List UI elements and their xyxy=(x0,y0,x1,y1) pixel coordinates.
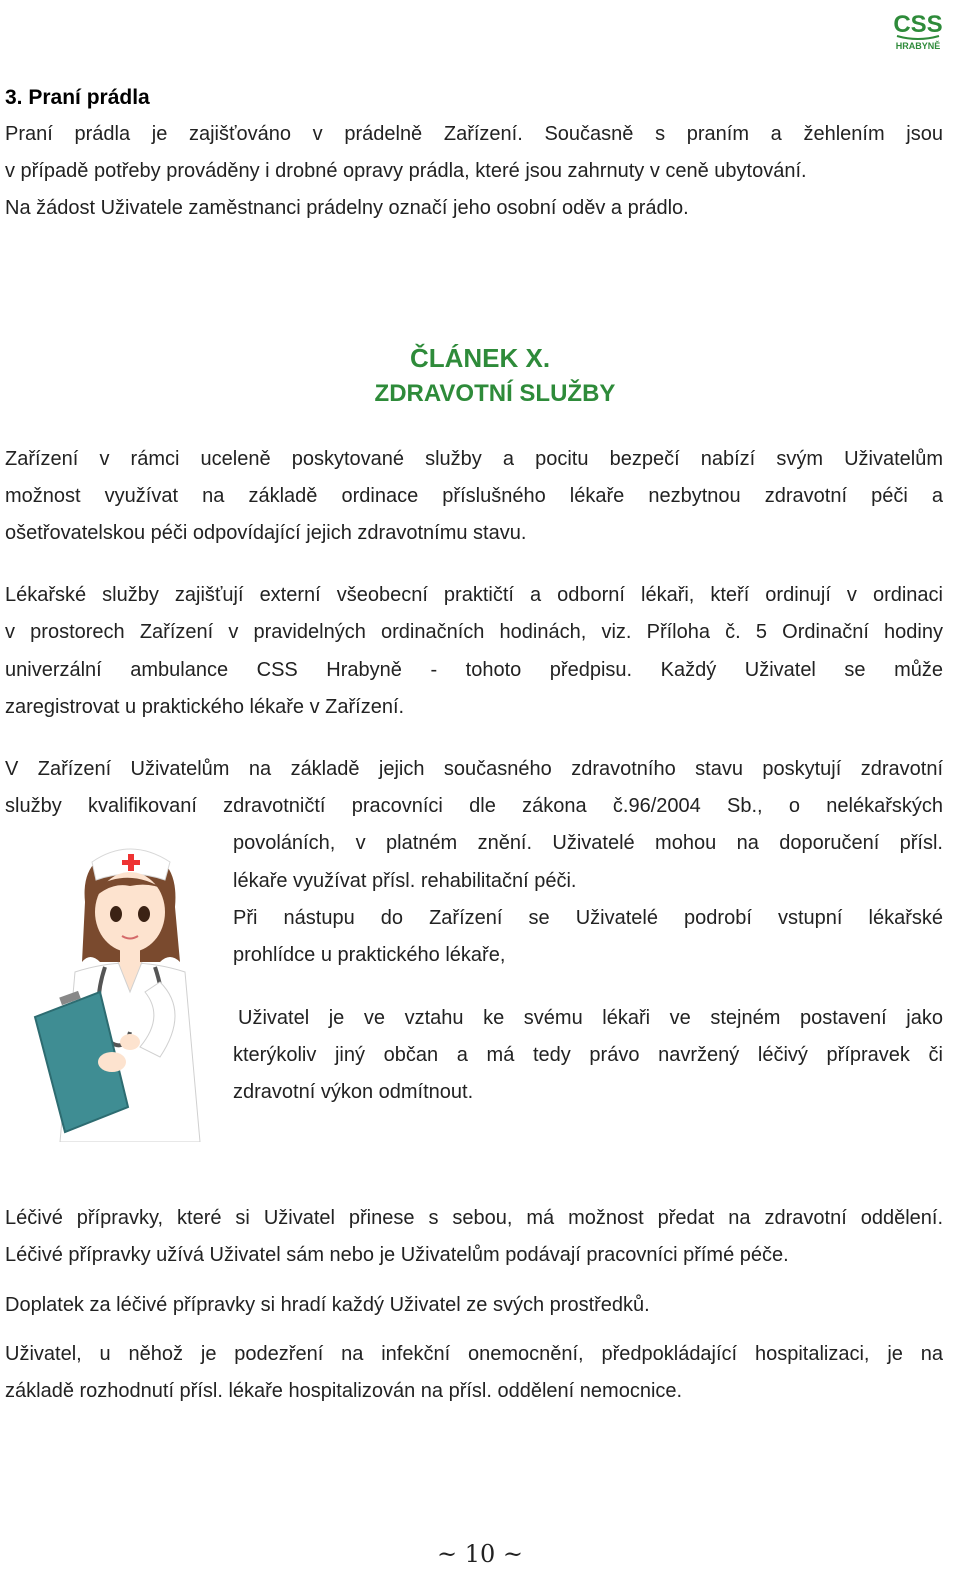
paragraph-line: Léčivé přípravky, které si Uživatel přinese s sebou, má možnost předat na zdravotní oddělení. xyxy=(5,1207,943,1229)
section-heading: 3. Praní prádla xyxy=(5,86,150,109)
paragraph-line: Lékařské služby zajišťují externí všeobecní praktičtí a odborní lékaři, kteří ordinují v ordinaci xyxy=(5,584,943,606)
paragraph-line: v prostorech Zařízení v pravidelných ordinačních hodinách, viz. Příloha č. 5 Ordinační hodiny xyxy=(5,621,943,643)
paragraph-line: Léčivé přípravky užívá Uživatel sám nebo je Uživatelům podávají pracovníci přímé péče. xyxy=(5,1244,789,1266)
paragraph-line: univerzální ambulance CSS Hrabyně - tohoto předpisu. Každý Uživatel se může xyxy=(5,659,943,681)
paragraph-line: povoláních, v platném znění. Uživatelé mohou na doporučení přísl. xyxy=(233,832,943,854)
paragraph-line: Uživatel, u něhož je podezření na infekční onemocnění, předpokládající hospitalizaci, je na xyxy=(5,1343,943,1365)
paragraph-line: zaregistrovat u praktického lékaře v Zařízení. xyxy=(5,696,405,718)
section3-line: Na žádost Uživatele zaměstnanci prádelny označí jeho osobní oděv a prádlo. xyxy=(5,197,689,219)
paragraph-line: zdravotní výkon odmítnout. xyxy=(233,1081,474,1103)
paragraph-line: Při nástupu do Zařízení se Uživatelé podrobí vstupní lékařské xyxy=(233,907,943,929)
paragraph-line: prohlídce u praktického lékaře, xyxy=(233,944,506,966)
paragraph-line: služby kvalifikovaní zdravotničtí pracovníci dle zákona č.96/2004 Sb., o nelékařských xyxy=(5,795,943,817)
paragraph-line: V Zařízení Uživatelům na základě jejich současného zdravotního stavu poskytují zdravotní xyxy=(5,758,943,780)
css-hrabyne-logo xyxy=(893,4,943,52)
paragraph-line: Uživatel je ve vztahu ke svému lékaři ve stejném postavení jako xyxy=(238,1007,943,1029)
logo-text: CSS xyxy=(893,11,943,38)
paragraph-line: ošetřovatelskou péči odpovídající jejich zdravotnímu stavu. xyxy=(5,522,527,544)
paragraph-line: možnost využívat na základě ordinace příslušného lékaře nezbytnou zdravotní péči a xyxy=(5,485,943,507)
section3-line: Praní prádla je zajišťováno v prádelně Zařízení. Současně s praním a žehlením jsou xyxy=(5,123,943,145)
paragraph-line: Zařízení v rámci uceleně poskytované služby a pocitu bezpečí nabízí svým Uživatelům xyxy=(5,448,943,470)
article-title: ZDRAVOTNÍ SLUŽBY xyxy=(374,380,616,407)
paragraph-line: kterýkoliv jiný občan a má tedy právo navržený léčivý přípravek či xyxy=(233,1044,943,1066)
nurse-illustration xyxy=(30,842,215,1142)
paragraph-line: Doplatek za léčivé přípravky si hradí každý Uživatel ze svých prostředků. xyxy=(5,1294,650,1316)
paragraph-line: lékaře využívat přísl. rehabilitační péči. xyxy=(233,870,577,892)
paragraph-line: základě rozhodnutí přísl. lékaře hospitalizován na přísl. oddělení nemocnice. xyxy=(5,1380,683,1402)
page-number: ~ 10 ~ xyxy=(436,1540,523,1568)
section3-line: v případě potřeby prováděny i drobné opravy prádla, které jsou zahrnuty v ceně ubytování. xyxy=(5,160,807,182)
article-number: ČLÁNEK X. xyxy=(409,343,551,373)
logo-subtext: HRABYNĚ xyxy=(895,41,941,51)
